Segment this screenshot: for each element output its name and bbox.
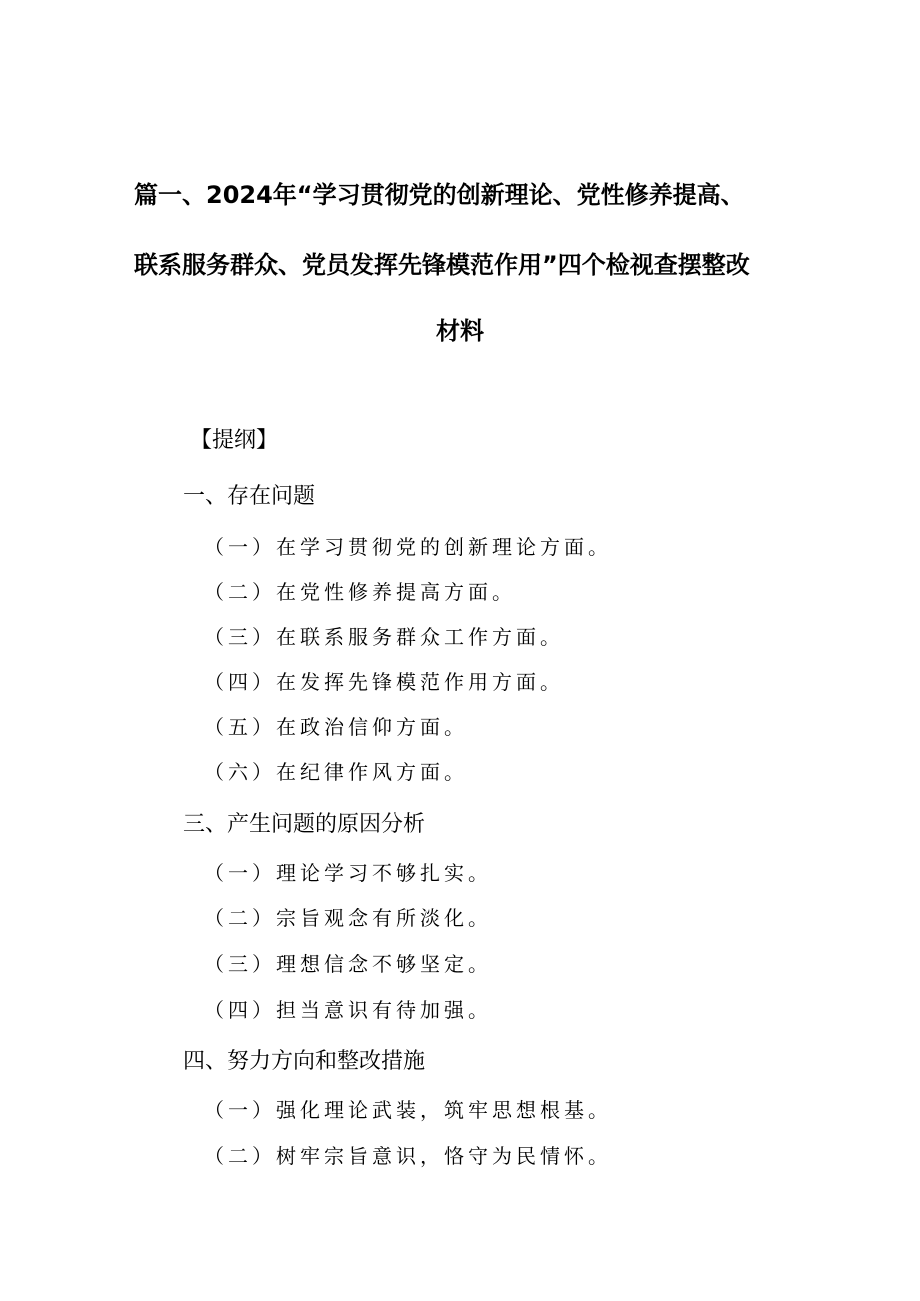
list-item: （一）在学习贯彻党的创新理论方面。 [204,535,612,559]
document-title-line-2: 联系服务群众、党员发挥先锋模范作用”四个检视查摆整改 [134,251,750,279]
list-item: （一）理论学习不够扎实。 [204,861,492,885]
list-item: （六）在纪律作风方面。 [204,760,468,784]
document-title-line-1: 篇一、2024年“学习贯彻党的创新理论、党性修养提高、 [134,181,745,209]
section-heading-measures: 四、努力方向和整改措施 [183,1049,426,1074]
section-heading-causes: 三、产生问题的原因分析 [183,812,426,837]
outline-label: 【提纲】 [190,428,279,453]
list-item: （四）在发挥先锋模范作用方面。 [204,670,564,694]
list-item: （二）在党性修养提高方面。 [204,580,516,604]
list-item: （一）强化理论武装，筑牢思想根基。 [204,1098,612,1122]
section-heading-problems: 一、存在问题 [183,484,316,509]
document-title-line-3: 材料 [436,317,484,345]
list-item: （四）担当意识有待加强。 [204,998,492,1022]
list-item: （五）在政治信仰方面。 [204,715,468,739]
list-item: （三）理想信念不够坚定。 [204,952,492,976]
list-item: （二）宗旨观念有所淡化。 [204,906,492,930]
list-item: （二）树牢宗旨意识，恪守为民情怀。 [204,1144,612,1168]
list-item: （三）在联系服务群众工作方面。 [204,625,564,649]
